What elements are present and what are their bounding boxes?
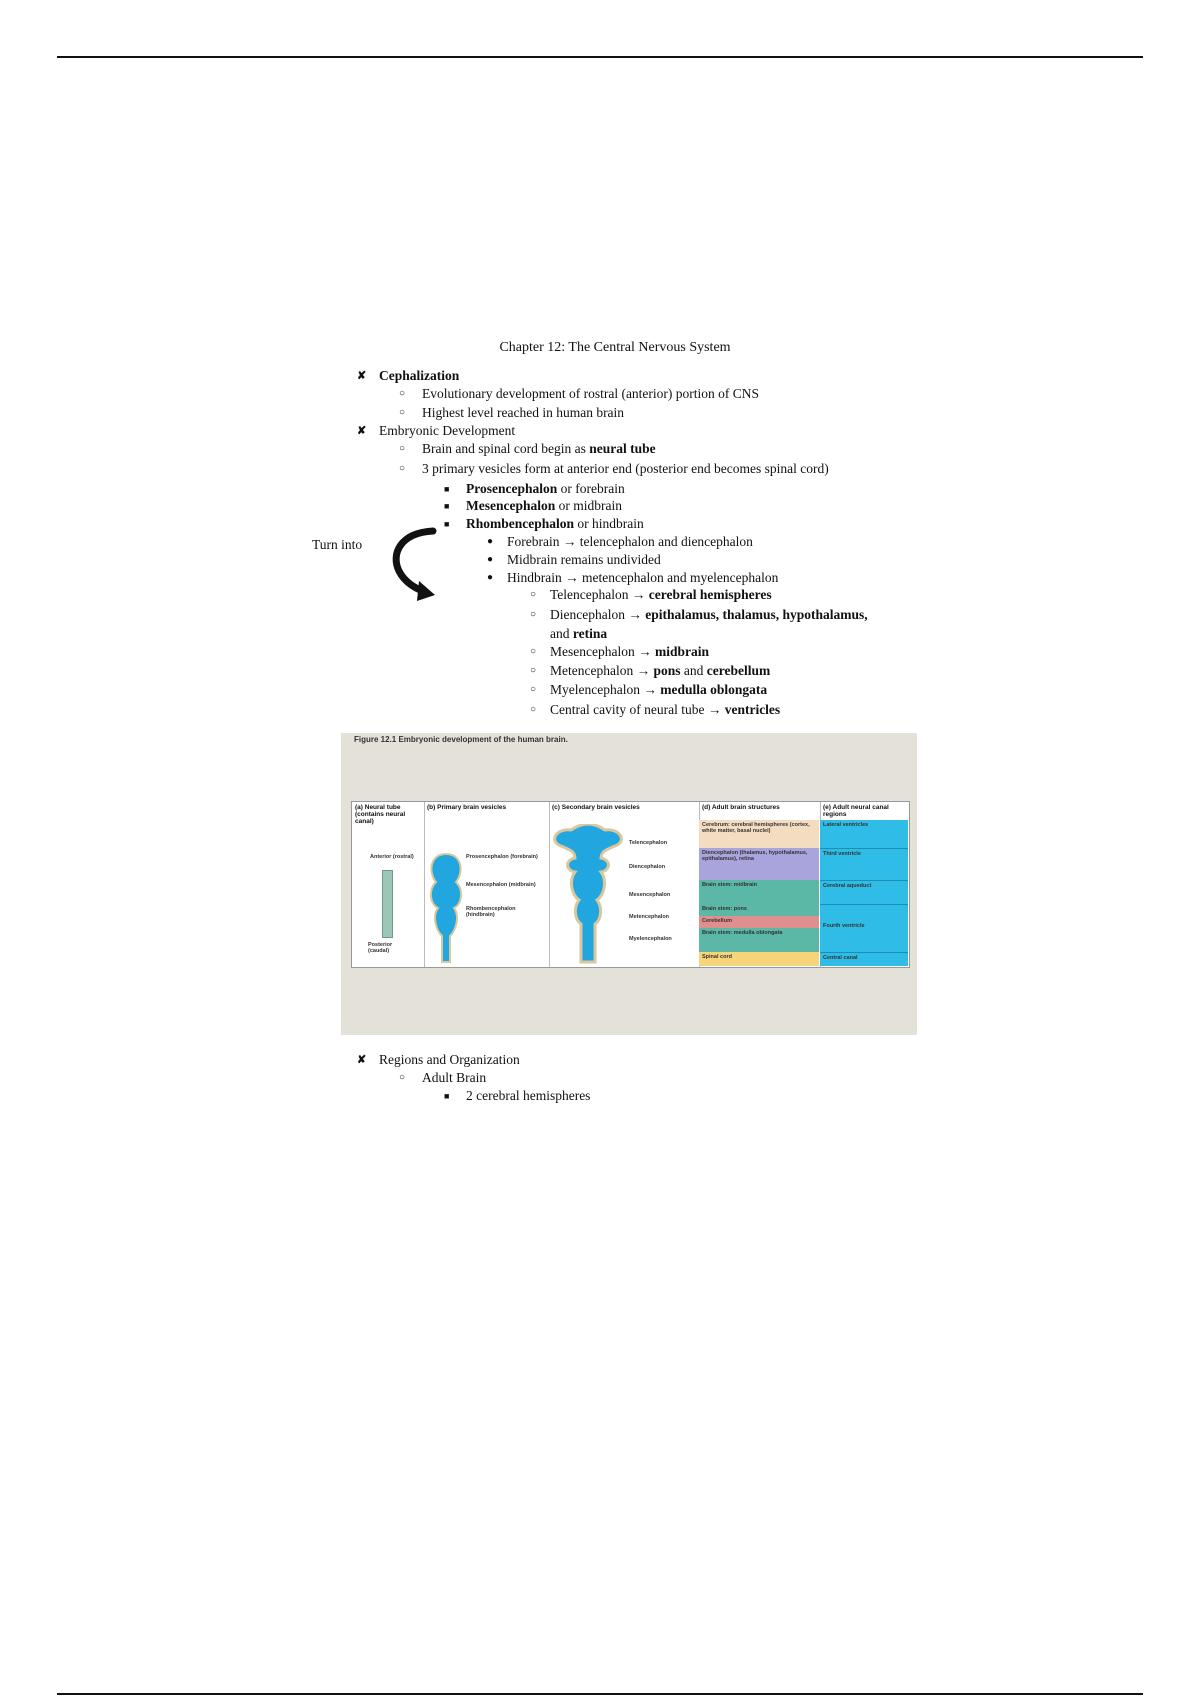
dot-bullet: ● xyxy=(487,554,494,565)
embryonic-heading: Embryonic Development xyxy=(379,423,516,438)
square-bullet: ■ xyxy=(444,484,450,494)
cephalization-heading: Cephalization xyxy=(379,368,460,383)
list-item: 2 cerebral hemispheres xyxy=(466,1088,591,1103)
list-item: Metencephalon → pons and cerebellum xyxy=(550,663,771,678)
secondary-vesicle-label: Myelencephalon xyxy=(629,936,672,942)
list-item: Midbrain remains undivided xyxy=(507,552,661,567)
structure-cell: Cerebellum xyxy=(699,916,819,928)
primary-vesicles-shape xyxy=(426,852,466,964)
canal-cell: Cerebral aqueduct xyxy=(820,880,908,904)
primary-vesicle-label: Mesencephalon (midbrain) xyxy=(466,882,536,888)
secondary-vesicle-label: Mesencephalon xyxy=(629,892,671,898)
structure-cell: Diencephalon (thalamus, hypothalamus, epithalamus), retina xyxy=(699,848,819,880)
dot-bullet: ● xyxy=(487,572,494,583)
list-item: Telencephalon → cerebral hemispheres xyxy=(550,587,772,602)
figure-panel xyxy=(351,801,910,968)
cross-bullet: ✘ xyxy=(357,370,367,382)
circle-bullet: ○ xyxy=(530,589,537,600)
page-title: Chapter 12: The Central Nervous System xyxy=(499,340,731,355)
column-header: (b) Primary brain vesicles xyxy=(427,804,507,811)
list-item: Highest level reached in human brain xyxy=(422,405,625,420)
list-item: Central cavity of neural tube → ventricles xyxy=(550,702,781,717)
posterior-label: Posterior (caudal) xyxy=(368,942,393,954)
primary-vesicle-label: Rhombencephalon (hindbrain) xyxy=(466,906,516,918)
column-header: (a) Neural tube (contains neural canal) xyxy=(355,804,406,825)
circle-bullet: ○ xyxy=(530,665,537,676)
structure-cell: Brain stem: pons xyxy=(699,904,819,916)
list-item: Diencephalon → epithalamus, thalamus, hypothalamus, xyxy=(550,607,868,622)
list-item: 3 primary vesicles form at anterior end (posterior end becomes spinal cord) xyxy=(422,461,829,476)
circle-bullet: ○ xyxy=(530,704,537,715)
anterior-label: Anterior (rostral) xyxy=(370,854,414,860)
column-header: (e) Adult neural canal regions xyxy=(823,804,889,818)
structure-cell: Spinal cord xyxy=(699,952,819,966)
list-item: Mesencephalon or midbrain xyxy=(466,498,622,513)
cross-bullet: ✘ xyxy=(357,1054,367,1066)
document-page xyxy=(256,255,974,1200)
circle-bullet: ○ xyxy=(399,463,406,474)
secondary-vesicle-label: Telencephalon xyxy=(629,840,668,846)
canal-cell: Central canal xyxy=(820,952,908,966)
structure-cell: Cerebrum: cerebral hemispheres (cortex, white matter, basal nuclei) xyxy=(699,820,819,848)
list-item: Mesencephalon → midbrain xyxy=(550,644,709,659)
secondary-vesicle-label: Metencephalon xyxy=(629,914,670,920)
list-item: Brain and spinal cord begin as neural tube xyxy=(422,441,656,456)
regions-heading: Regions and Organization xyxy=(379,1052,520,1067)
secondary-vesicles-column xyxy=(549,802,700,967)
list-item: Prosencephalon or forebrain xyxy=(466,481,625,496)
list-item: Adult Brain xyxy=(422,1070,487,1085)
curved-arrow-icon xyxy=(389,525,439,601)
dot-bullet: ● xyxy=(487,536,494,547)
neural-canal-column xyxy=(820,802,908,967)
circle-bullet: ○ xyxy=(399,1072,406,1083)
primary-vesicle-label: Prosencephalon (forebrain) xyxy=(466,854,538,860)
structure-cell: Brain stem: midbrain xyxy=(699,880,819,904)
column-header: (d) Adult brain structures xyxy=(702,804,780,811)
canal-cell: Third ventricle xyxy=(820,848,908,880)
circle-bullet: ○ xyxy=(399,407,406,418)
column-header: (c) Secondary brain vesicles xyxy=(552,804,640,811)
canal-cell: Fourth ventricle xyxy=(820,904,908,952)
secondary-vesicles-shape xyxy=(549,824,627,966)
brain-development-figure xyxy=(341,733,917,1035)
circle-bullet: ○ xyxy=(530,609,537,620)
figure-caption: Figure 12.1 Embryonic development of the human brain. xyxy=(354,735,568,744)
square-bullet: ■ xyxy=(444,501,450,511)
neural-tube-column xyxy=(352,802,425,967)
primary-vesicles-column xyxy=(424,802,550,967)
circle-bullet: ○ xyxy=(530,684,537,695)
list-item: Myelencephalon → medulla oblongata xyxy=(550,682,768,697)
square-bullet: ■ xyxy=(444,519,450,529)
top-rule xyxy=(57,56,1143,58)
square-bullet: ■ xyxy=(444,1091,450,1101)
secondary-vesicle-label: Diencephalon xyxy=(629,864,666,870)
turn-into-label: Turn into xyxy=(312,537,363,552)
canal-cell: Lateral ventricles xyxy=(820,820,908,848)
adult-structures-column xyxy=(699,802,821,967)
circle-bullet: ○ xyxy=(399,443,406,454)
neural-tube-shape xyxy=(382,870,393,938)
circle-bullet: ○ xyxy=(530,646,537,657)
list-item: Hindbrain → metencephalon and myelencephalon xyxy=(507,570,779,585)
list-item: Evolutionary development of rostral (anterior) portion of CNS xyxy=(422,386,760,401)
list-item: Forebrain → telencephalon and diencephalon xyxy=(507,534,753,549)
circle-bullet: ○ xyxy=(399,388,406,399)
list-item-continuation: and retina xyxy=(550,626,608,641)
bottom-rule xyxy=(57,1693,1143,1695)
list-item: Rhombencephalon or hindbrain xyxy=(466,516,644,531)
cross-bullet: ✘ xyxy=(357,425,367,437)
structure-cell: Brain stem: medulla oblongata xyxy=(699,928,819,952)
